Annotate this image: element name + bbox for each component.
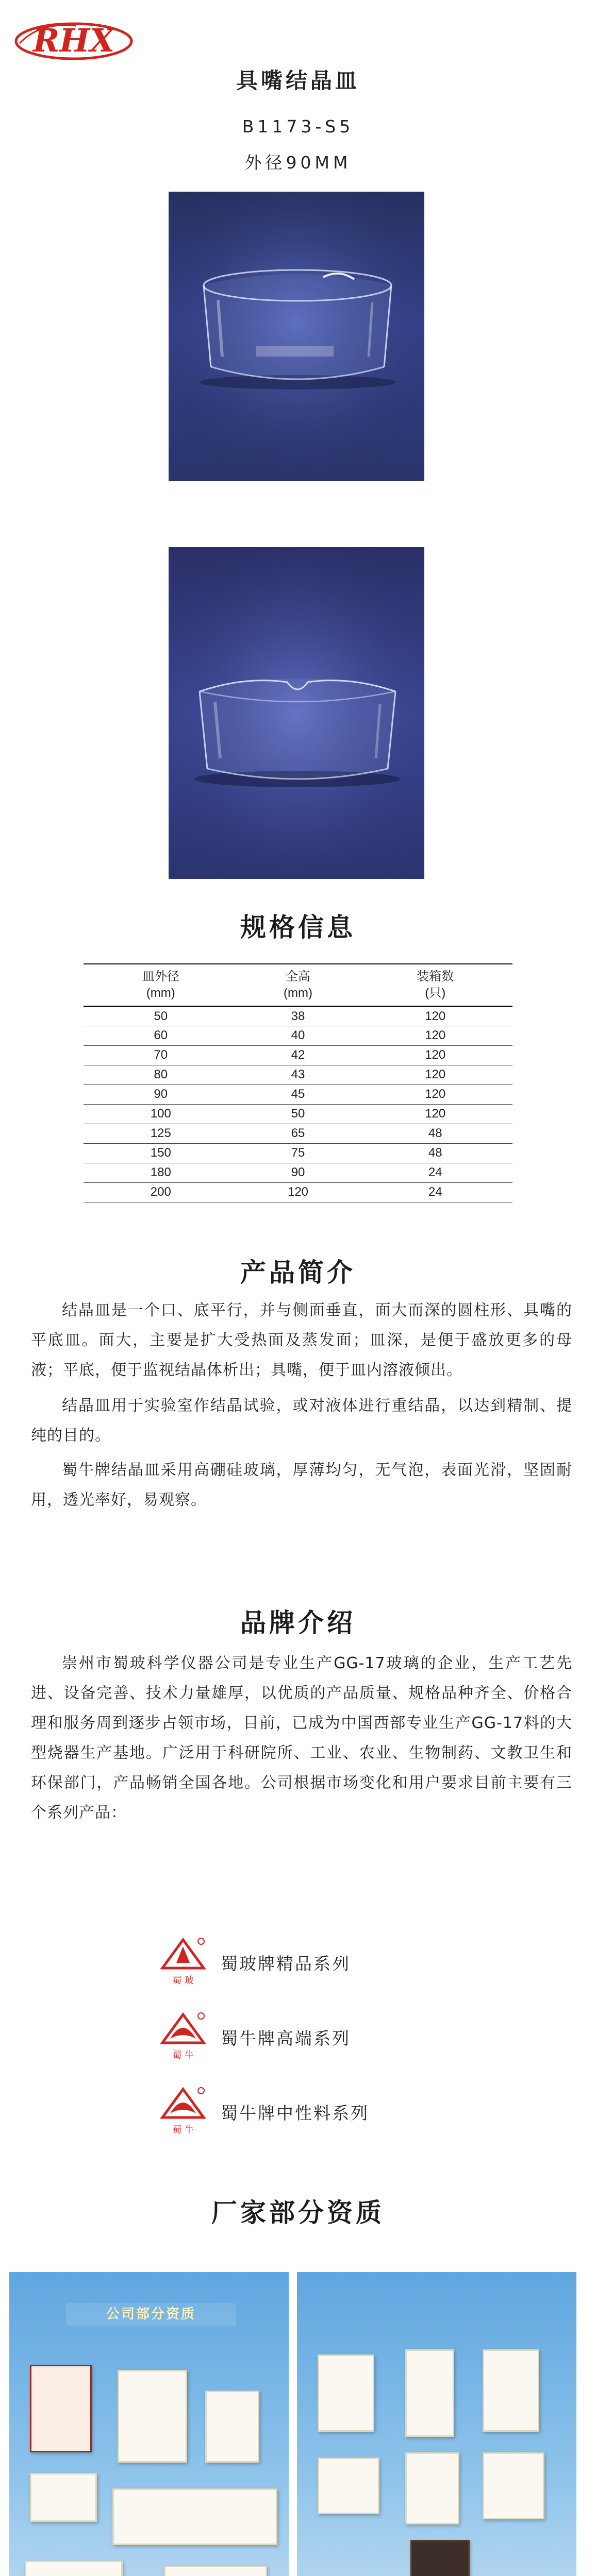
intro-paragraph-2: 结晶皿用于实验室作结晶试验，或对液体进行重结晶，以达到精制、提纯的目的。 — [31, 1397, 572, 1445]
certificate-image — [405, 2349, 454, 2437]
header-height: 全高 (mm) — [238, 964, 358, 1006]
award-plaque — [410, 2540, 470, 2576]
shuniu-brand-icon — [155, 2007, 211, 2063]
series-logo-caption: 蜀 牛 — [172, 2125, 194, 2136]
table-row: 60 40 120 — [84, 1026, 512, 1045]
qualification-panel-right — [297, 2272, 576, 2576]
table-row: 200 120 24 — [84, 1182, 512, 1202]
certificate-image — [25, 2561, 123, 2576]
table-row: 100 50 120 — [84, 1104, 512, 1124]
series-item-shuniu-high — [155, 2007, 464, 2063]
shubo-brand-icon — [155, 1932, 211, 1989]
certificate-image — [30, 2365, 92, 2452]
certificate-image — [483, 2452, 544, 2519]
product-photo-front — [169, 192, 424, 481]
certificate-image — [318, 2354, 374, 2432]
spec-section-title: 规格信息 — [240, 912, 356, 942]
series-item-shubo — [155, 1932, 464, 1989]
qualification-panel-left — [9, 2272, 289, 2576]
certificate-image — [205, 2391, 259, 2463]
header-diameter: 皿外径 (mm) — [84, 964, 238, 1006]
crystallizing-dish-spout-illustration — [169, 547, 424, 879]
product-photo-spout — [169, 547, 424, 879]
spec-table-header-row — [84, 964, 512, 1006]
series-label: 蜀玻牌精品系列 — [221, 1954, 351, 1974]
header-pack-qty: 装箱数 (只) — [358, 964, 512, 1006]
product-code: B1173-S5 — [242, 116, 354, 137]
series-label: 蜀牛牌中性料系列 — [221, 2103, 369, 2123]
brand-paragraph: 崇州市蜀玻科学仪器公司是专业生产GG-17玻璃的企业，生产工艺先进、设备完善、技术力量雄厚，以优质的产品质量、规格品种齐全、价格合理和服务周到逐步占领市场，目前，已成为中国西部专业生产GG-17料的大型烧器生产基地。广泛用于科研院所、工业、农业、生物制药、文教卫生和环保部门，产品畅销全国各地。公司根据市场变化和用户要求目前主要有三个系列产品： — [31, 1654, 572, 1822]
certificate-image — [112, 2488, 277, 2545]
table-row: 150 75 48 — [84, 1143, 512, 1163]
table-row: 90 45 120 — [84, 1084, 512, 1104]
spec-table — [84, 963, 512, 1202]
table-row: 70 42 120 — [84, 1045, 512, 1065]
certificate-image — [318, 2458, 379, 2514]
series-logo-caption: 蜀 玻 — [172, 1975, 194, 1986]
table-row: 50 38 120 — [84, 1006, 512, 1026]
certificate-image — [118, 2370, 187, 2463]
logo-text: RHX — [32, 22, 115, 59]
qualification-panel-title: 公司部分资质 — [66, 2303, 236, 2326]
certificate-image — [30, 2473, 97, 2522]
intro-paragraph-3: 蜀牛牌结晶皿采用高硼硅玻璃，厚薄均匀，无气泡，表面光滑，坚固耐用，透光率好，易观察。 — [31, 1461, 572, 1509]
qualification-section-title: 厂家部分资质 — [211, 2198, 385, 2228]
certificate-image — [164, 2566, 267, 2576]
product-size: 外径90MM — [244, 152, 352, 173]
certificate-image — [483, 2349, 539, 2432]
crystallizing-dish-illustration — [169, 192, 424, 481]
brand-logo — [9, 11, 138, 68]
intro-section-title: 产品简介 — [240, 1258, 356, 1287]
brand-section-title: 品牌介绍 — [240, 1608, 356, 1638]
table-row: 80 43 120 — [84, 1065, 512, 1084]
title-block — [0, 64, 596, 181]
series-item-shuniu-neutral — [155, 2081, 464, 2138]
intro-paragraph-1: 结晶皿是一个口、底平行，并与侧面垂直，面大而深的圆柱形、具嘴的平底皿。面大，主要是扩大受热面及蒸发面；皿深，是便于盛放更多的母液；平底，便于监视结晶体析出；具嘴，便于皿内溶液倾出。 — [31, 1301, 572, 1379]
shuniu-brand-icon — [155, 2081, 211, 2138]
table-row: 125 65 48 — [84, 1124, 512, 1143]
series-label: 蜀牛牌高端系列 — [221, 2028, 351, 2048]
table-row: 180 90 24 — [84, 1163, 512, 1182]
product-name: 具嘴结晶皿 — [236, 68, 360, 93]
certificate-image — [405, 2452, 459, 2524]
series-logo-caption: 蜀 牛 — [172, 2050, 194, 2061]
